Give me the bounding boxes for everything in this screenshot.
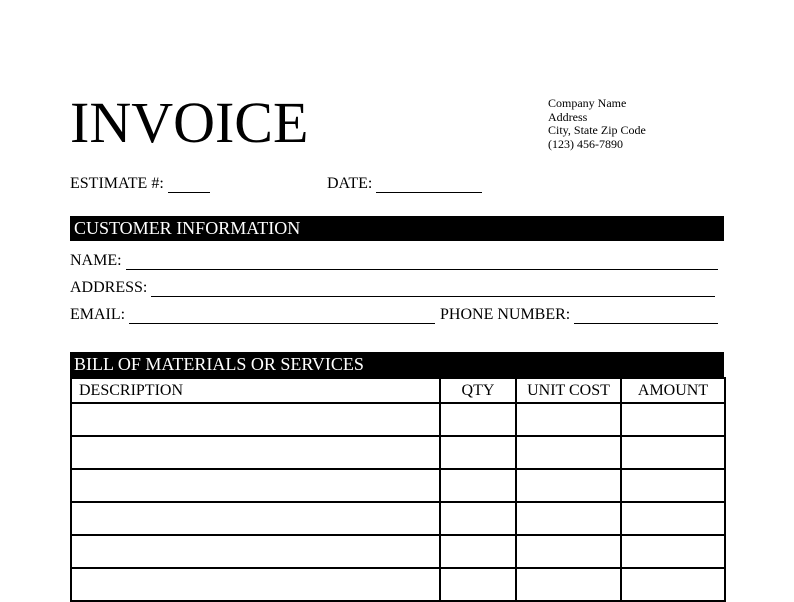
unit-cost-cell[interactable] — [516, 403, 621, 436]
company-city-state-zip: City, State Zip Code — [548, 123, 646, 137]
email-field[interactable] — [70, 306, 435, 324]
amount-cell[interactable] — [621, 469, 725, 502]
qty-cell[interactable] — [440, 568, 516, 601]
table-row — [71, 469, 725, 502]
table-row — [71, 502, 725, 535]
company-info — [548, 97, 646, 151]
email-label: EMAIL: — [70, 306, 126, 323]
bom-header: BILL OF MATERIALS OR SERVICES — [70, 352, 724, 377]
description-cell[interactable] — [71, 535, 440, 568]
address-line[interactable] — [151, 282, 715, 297]
estimate-label: ESTIMATE #: — [70, 175, 164, 192]
description-cell[interactable] — [71, 436, 440, 469]
unit-cost-cell[interactable] — [516, 469, 621, 502]
amount-cell[interactable] — [621, 502, 725, 535]
email-line[interactable] — [129, 309, 435, 324]
address-field[interactable] — [70, 279, 715, 297]
column-unit-cost: UNIT COST — [516, 378, 621, 403]
column-qty: QTY — [440, 378, 516, 403]
unit-cost-cell[interactable] — [516, 535, 621, 568]
qty-cell[interactable] — [440, 403, 516, 436]
phone-line[interactable] — [574, 309, 718, 324]
amount-cell[interactable] — [621, 568, 725, 601]
amount-cell[interactable] — [621, 436, 725, 469]
description-cell[interactable] — [71, 502, 440, 535]
unit-cost-cell[interactable] — [516, 568, 621, 601]
unit-cost-cell[interactable] — [516, 436, 621, 469]
description-cell[interactable] — [71, 403, 440, 436]
description-cell[interactable] — [71, 568, 440, 601]
description-cell[interactable] — [71, 469, 440, 502]
column-amount: AMOUNT — [621, 378, 725, 403]
customer-info-header: CUSTOMER INFORMATION — [70, 216, 724, 241]
date-label: DATE: — [327, 175, 373, 192]
invoice-title: INVOICE — [70, 90, 309, 155]
qty-cell[interactable] — [440, 436, 516, 469]
phone-label: PHONE NUMBER: — [440, 306, 571, 323]
estimate-line[interactable] — [168, 178, 210, 193]
table-row — [71, 568, 725, 601]
unit-cost-cell[interactable] — [516, 502, 621, 535]
name-label: NAME: — [70, 252, 122, 269]
amount-cell[interactable] — [621, 535, 725, 568]
qty-cell[interactable] — [440, 535, 516, 568]
amount-cell[interactable] — [621, 403, 725, 436]
name-line[interactable] — [126, 255, 718, 270]
table-row — [71, 436, 725, 469]
company-name: Company Name — [548, 96, 627, 110]
column-description: DESCRIPTION — [71, 378, 440, 403]
bom-table — [70, 377, 726, 602]
qty-cell[interactable] — [440, 502, 516, 535]
bom-header-row — [71, 378, 725, 403]
company-address: Address — [548, 109, 588, 124]
name-field[interactable] — [70, 252, 718, 270]
phone-field[interactable] — [440, 306, 718, 324]
table-row — [71, 535, 725, 568]
estimate-field[interactable] — [70, 175, 210, 193]
date-field[interactable] — [327, 175, 482, 193]
date-line[interactable] — [376, 178, 482, 193]
table-row — [71, 403, 725, 436]
qty-cell[interactable] — [440, 469, 516, 502]
company-phone: (123) 456-7890 — [548, 136, 623, 151]
address-label: ADDRESS: — [70, 279, 148, 296]
